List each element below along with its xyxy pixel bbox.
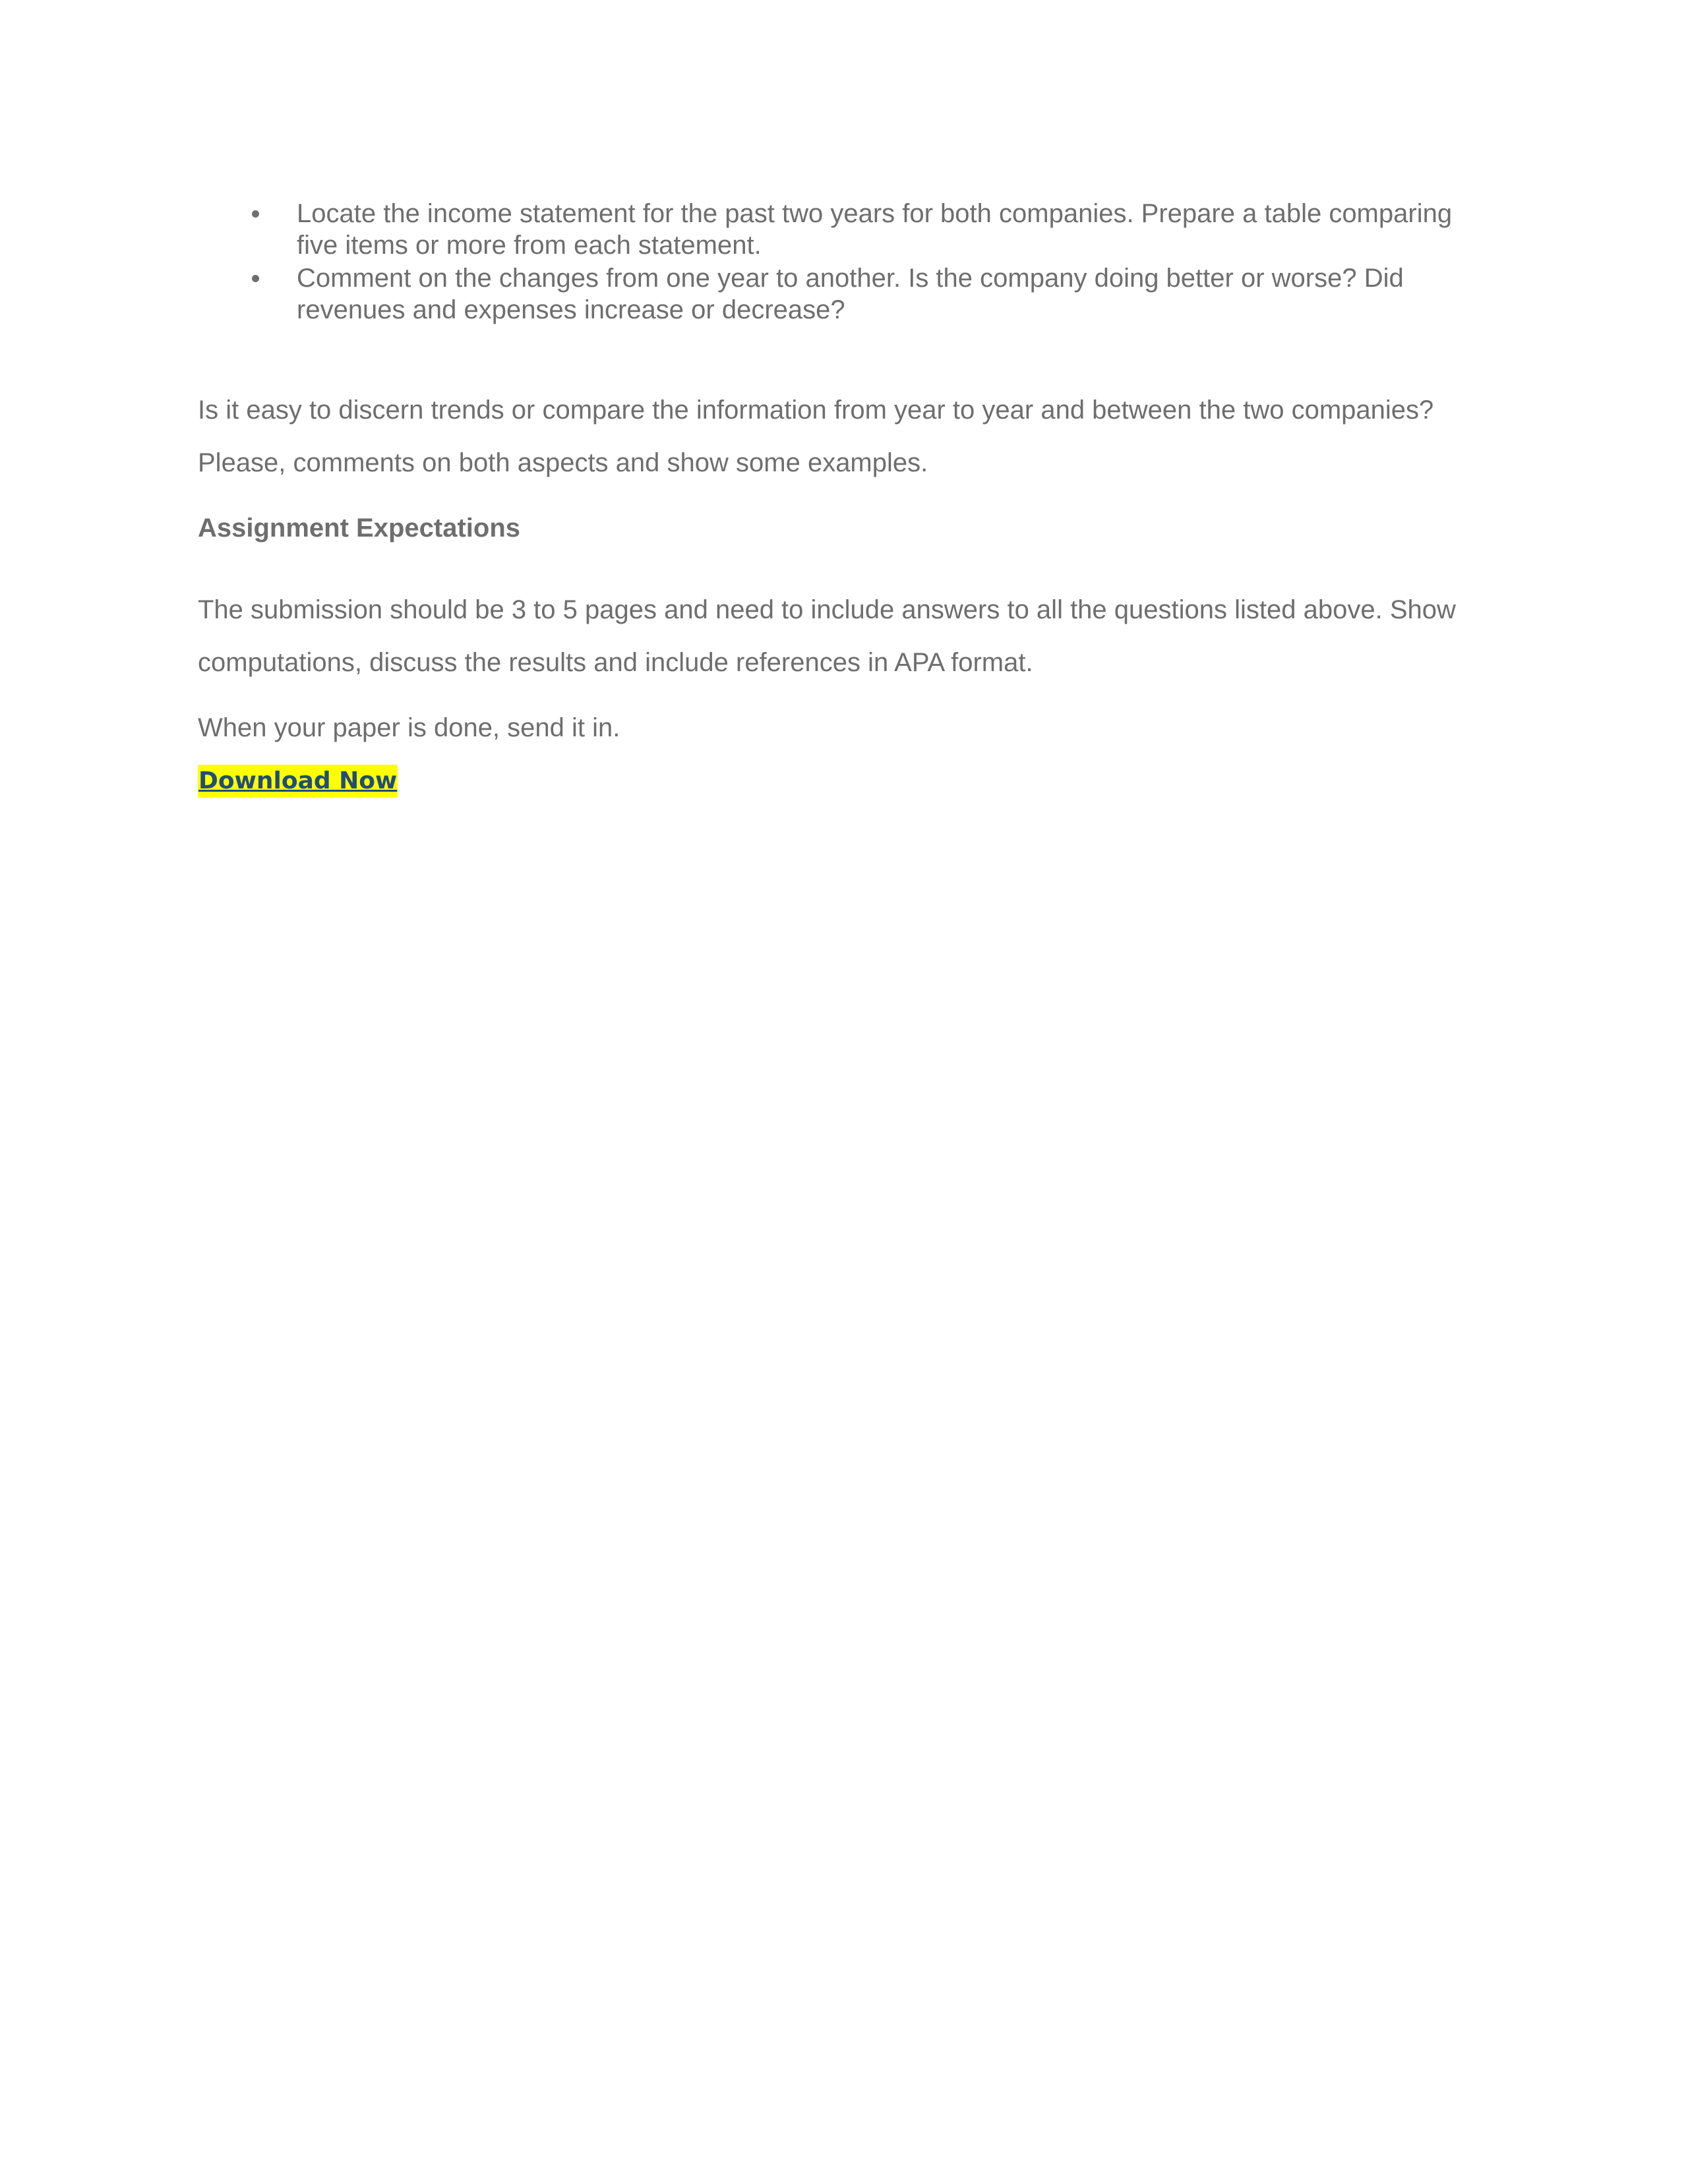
paragraph-submission: The submission should be 3 to 5 pages and need to include answers to all the questions listed above. Show computations, discuss the results and include references in APA format. bbox=[198, 595, 1456, 677]
download-now-link[interactable]: Download Now bbox=[198, 765, 398, 798]
paragraph-trends: Is it easy to discern trends or compare the information from year to year and between the two companies? Please, comments on both aspects and show some examples. bbox=[198, 396, 1434, 477]
bullet-item bbox=[198, 198, 1490, 261]
paragraph-done: When your paper is done, send it in. bbox=[198, 713, 620, 742]
bullet-text: Comment on the changes from one year to another. Is the company doing better or worse? Did revenues and expenses increase or decrease? bbox=[297, 264, 1404, 324]
bullet-icon bbox=[252, 275, 259, 282]
section-heading: Assignment Expectations bbox=[198, 514, 521, 543]
bullet-text: Locate the income statement for the past two years for both companies. Prepare a table comparing five items or more from each statement. bbox=[297, 199, 1453, 260]
bullet-list bbox=[198, 198, 1490, 327]
bullet-icon bbox=[252, 210, 259, 218]
bullet-item bbox=[198, 262, 1490, 326]
